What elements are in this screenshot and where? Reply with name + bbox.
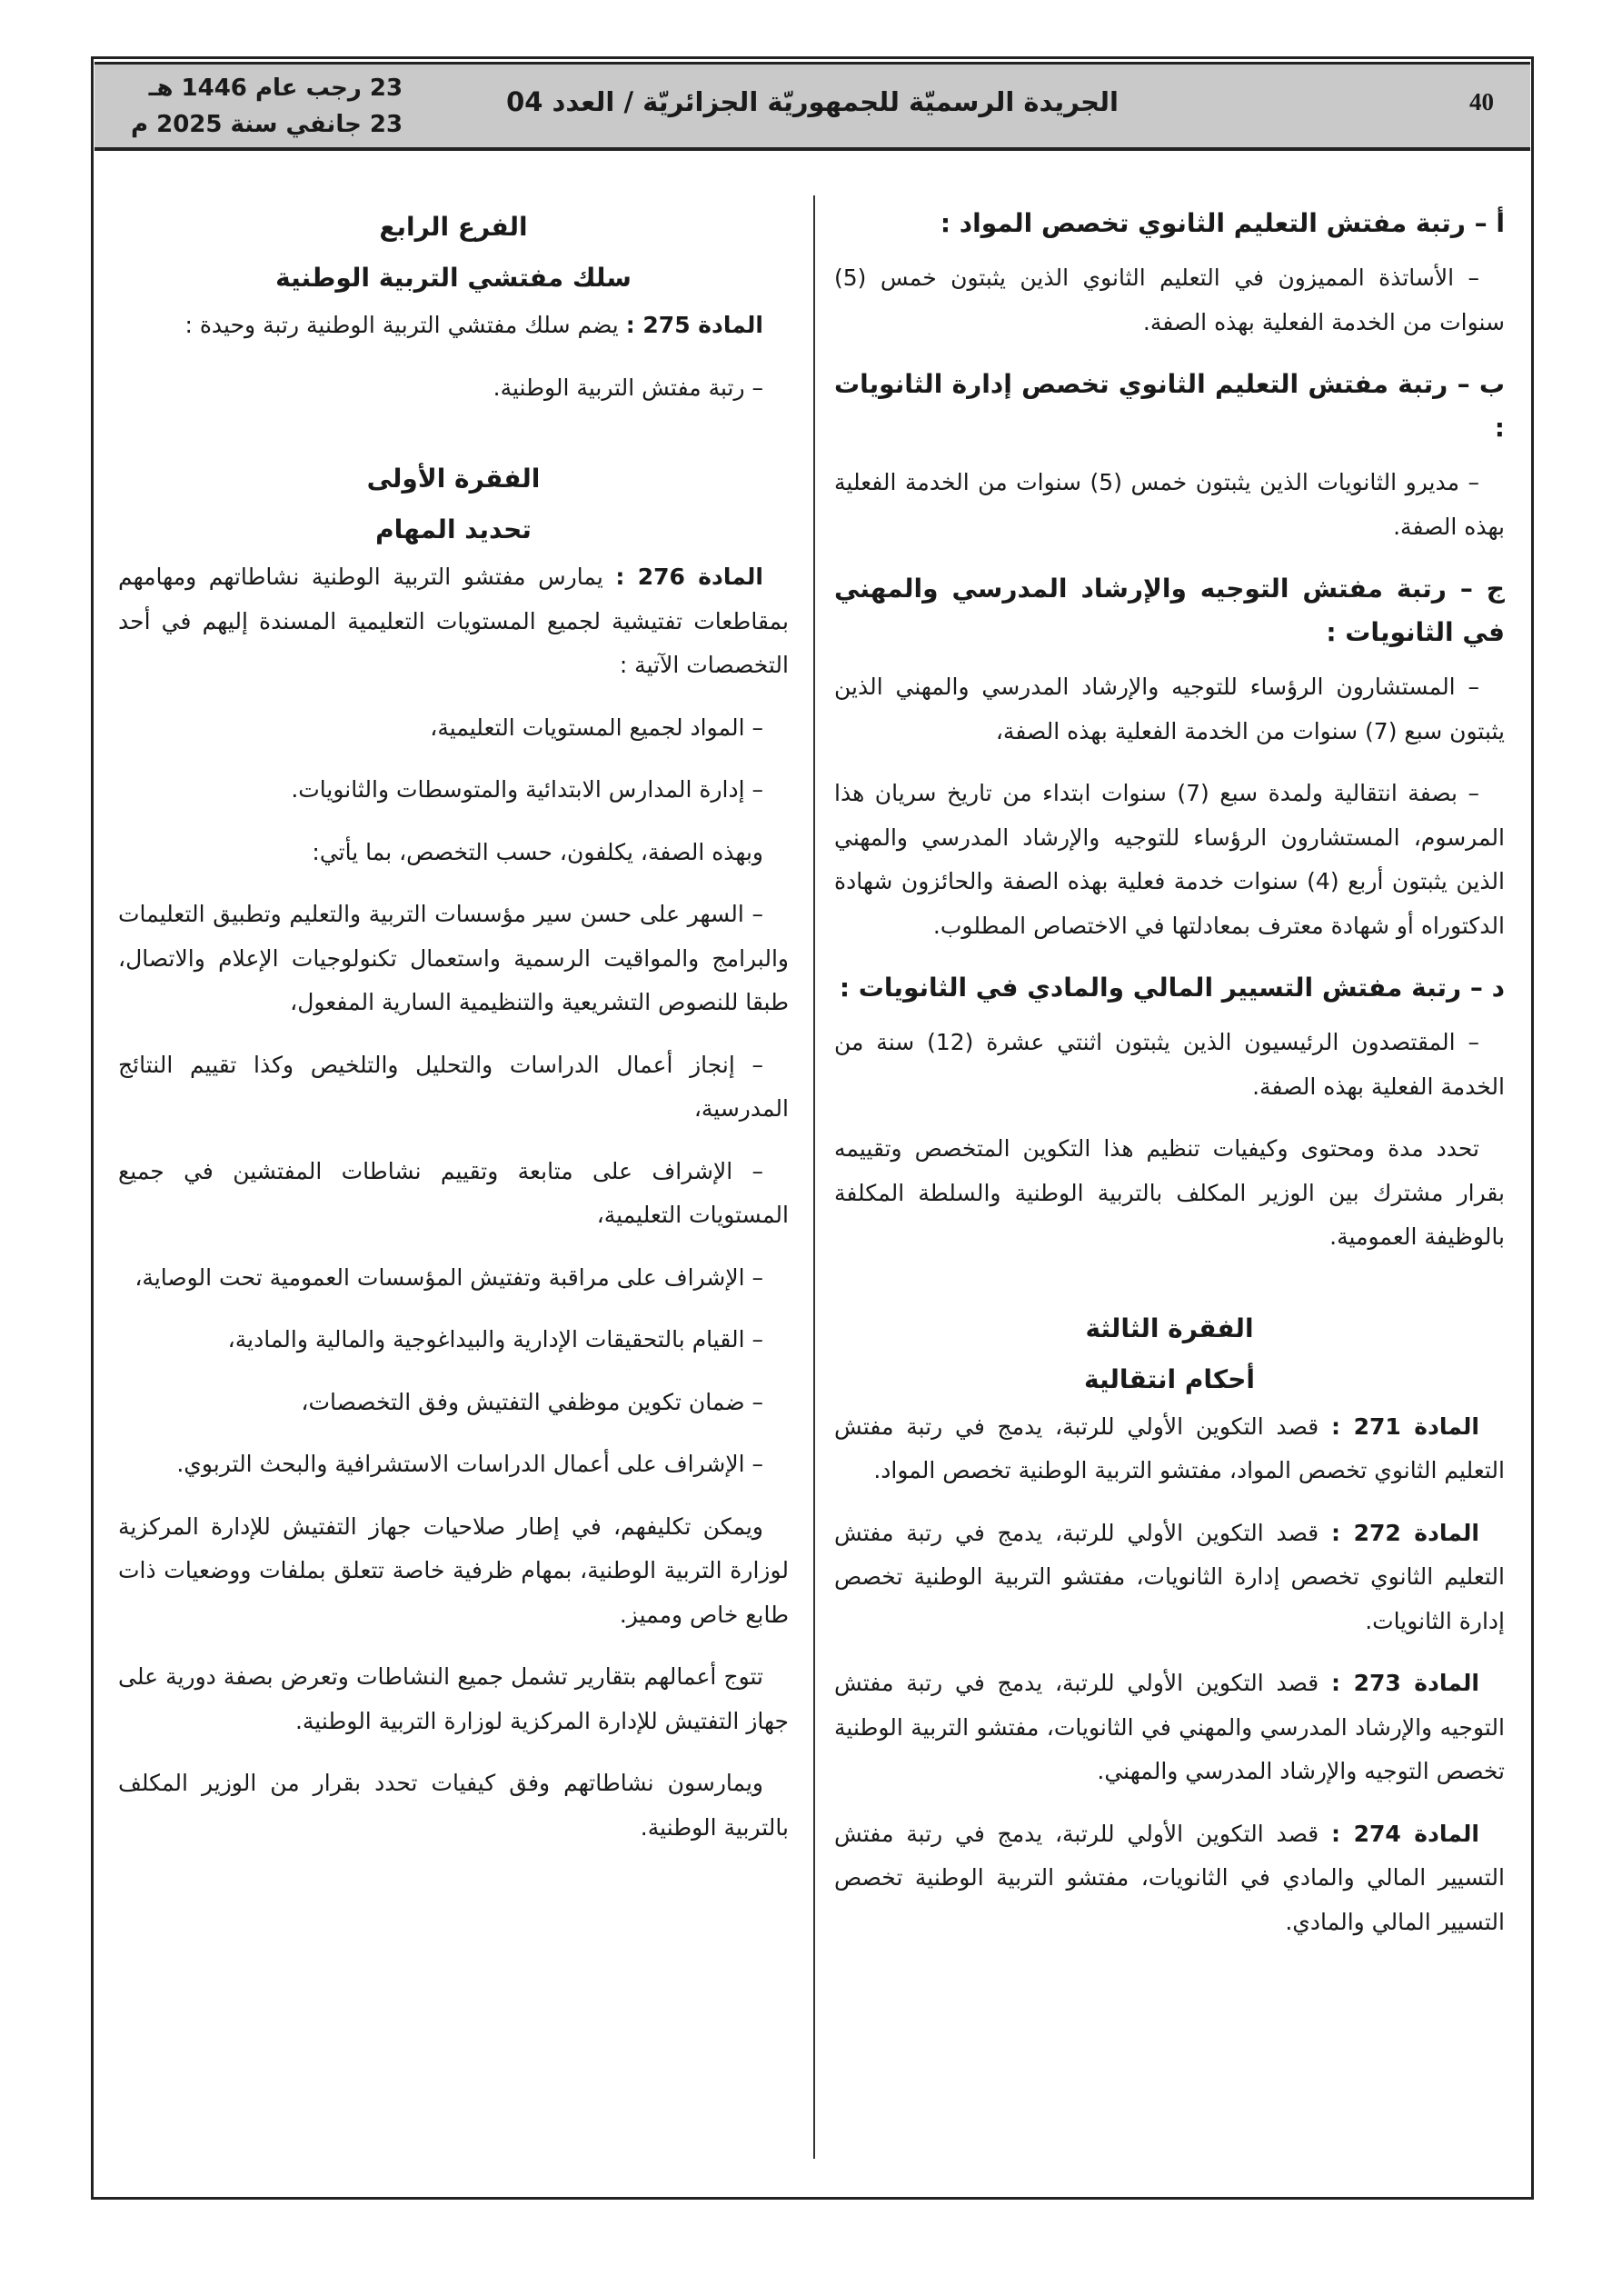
paragraph: – ضمان تكوين موظفي التفتيش وفق التخصصات،: [301, 1388, 763, 1415]
grade-heading: د – رتبة مفتش التسيير المالي والمادي في الثانويات :: [839, 973, 1505, 1003]
paragraph: تحدد مدة ومحتوى وكيفيات تنظيم هذا التكوين المتخصص وتقييمه بقرار مشترك بين الوزير المكلف بالتربية الوطنية والسلطة المكلفة بالوظيفة العمومية.: [834, 1135, 1505, 1250]
paragraph: – المواد لجميع المستويات التعليمية،: [430, 714, 763, 741]
page-header: [95, 62, 1530, 151]
section-heading: الفقرة الأولى: [366, 464, 541, 494]
paragraph: ويمارسون نشاطاتهم وفق كيفيات تحدد بقرار من الوزير المكلف بالتربية الوطنية.: [118, 1770, 789, 1841]
article-label: المادة 274 :: [1331, 1820, 1479, 1847]
article-label: المادة 273 :: [1331, 1670, 1479, 1696]
paragraph: – الإشراف على مراقبة وتفتيش المؤسسات العمومية تحت الوصاية،: [134, 1263, 763, 1291]
article-text: يضم سلك مفتشي التربية الوطنية رتبة وحيدة :: [184, 312, 626, 338]
article-paragraph: [834, 1662, 1505, 1794]
paragraph: – المستشارون الرؤساء للتوجيه والإرشاد المدرسي والمهني الذين يثبتون سبع (7) سنوات من الخدمة الفعلية بهذه الصفة،: [834, 674, 1505, 744]
gazette-title: الجريدة الرسميّة للجمهوريّة الجزائريّة / العدد 04: [506, 86, 1119, 117]
section-heading: تحديد المهام: [375, 514, 532, 544]
article-label: المادة 275 :: [625, 312, 763, 338]
article-label: المادة 272 :: [1331, 1519, 1479, 1546]
paragraph: – إدارة المدارس الابتدائية والمتوسطات والثانويات.: [291, 776, 763, 803]
article-text: قصد التكوين الأولي للرتبة، يدمج في رتبة مفتش التسيير المالي والمادي في الثانويات، مفتشو التربية الوطنية تخصص التسيير المالي والمادي.: [834, 1820, 1505, 1935]
section-heading: أحكام انتقالية: [1084, 1363, 1255, 1394]
issue-date: [131, 70, 403, 143]
section-heading: الفقرة الثالثة: [1085, 1313, 1254, 1343]
paragraph: وبهذه الصفة، يكلفون، حسب التخصص، بما يأتي:: [312, 838, 763, 865]
paragraph: – المقتصدون الرئيسيون الذين يثبتون اثنتي عشرة (12) سنة من الخدمة الفعلية بهذه الصفة.: [834, 1029, 1505, 1100]
right-column: [834, 202, 1505, 1962]
date-hijri: 23 رجب عام 1446 هـ: [148, 75, 403, 102]
article-text: قصد التكوين الأولي للرتبة، يدمج في رتبة مفتش التعليم الثانوي تخصص إدارة الثانويات، مفتشو التربية الوطنية تخصص إدارة الثانويات.: [834, 1519, 1505, 1634]
page-number: 40: [1469, 88, 1494, 115]
paragraph: – الإشراف على متابعة وتقييم نشاطات المفتشين في جميع المستويات التعليمية،: [118, 1157, 789, 1228]
article-label: المادة 276 :: [615, 564, 763, 590]
article-paragraph: [834, 1405, 1505, 1493]
paragraph: – الإشراف على أعمال الدراسات الاستشرافية والبحث التربوي.: [176, 1451, 763, 1477]
article-paragraph: [834, 1512, 1505, 1644]
article-text: قصد التكوين الأولي للرتبة، يدمج في رتبة مفتش التوجيه والإرشاد المدرسي والمهني في الثانويات، مفتشو التربية الوطنية تخصص التوجيه والإرشاد المدرسي والمهني.: [834, 1670, 1505, 1784]
section-heading: سلك مفتشي التربية الوطنية: [275, 263, 632, 293]
grade-heading: ب – رتبة مفتش التعليم الثانوي تخصص إدارة الثانويات :: [834, 369, 1505, 443]
paragraph: – إنجاز أعمال الدراسات والتحليل والتلخيص وكذا تقييم النتائج المدرسية،: [118, 1051, 789, 1122]
article-text: يمارس مفتشو التربية الوطنية نشاطاتهم ومهامهم بمقاطعات تفتيشية لجميع المستويات التعليمية المسندة إليهم في أحد التخصصات الآتية :: [118, 564, 789, 678]
paragraph: – مديرو الثانويات الذين يثبتون خمس (5) سنوات من الخدمة الفعلية بهذه الصفة.: [834, 469, 1505, 540]
article-label: المادة 271 :: [1331, 1413, 1479, 1440]
spacer: [118, 428, 789, 454]
paragraph: ويمكن تكليفهم، في إطار صلاحيات جهاز التفتيش للإدارة المركزية لوزارة التربية الوطنية، بمهام ظرفية خاصة تتعلق بملفات ووضعيات ذات طابع خاص ومميز.: [118, 1512, 789, 1628]
date-gregorian: 23 جانفي سنة 2025 م: [131, 111, 403, 138]
paragraph: – القيام بالتحقيقات الإدارية والبيداغوجية والمالية والمادية،: [227, 1326, 763, 1353]
article-text: قصد التكوين الأولي للرتبة، يدمج في رتبة مفتش التعليم الثانوي تخصص المواد، مفتشو التربية الوطنية تخصص المواد.: [834, 1413, 1505, 1483]
paragraph: – الأساتذة المميزون في التعليم الثانوي الذين يثبتون خمس (5) سنوات من الخدمة الفعلية بهذه الصفة.: [834, 265, 1505, 335]
paragraph: – بصفة انتقالية ولمدة سبع (7) سنوات ابتداء من تاريخ سريان هذا المرسوم، المستشارون الرؤساء للتوجيه والإرشاد المدرسي والمهني الذين يثبتون أربع (4) سنوات خدمة فعلية بهذه الصفة والحائزون شهادة الدكتوراه أو شهادة معترف بمعادلتها في الاختصاص المطلوب.: [834, 780, 1505, 939]
spacer: [834, 1278, 1505, 1303]
grade-heading: ج – رتبة مفتش التوجيه والإرشاد المدرسي والمهني في الثانويات :: [834, 574, 1505, 647]
left-column: [118, 202, 789, 1868]
section-heading: الفرع الرابع: [379, 212, 528, 242]
article-paragraph: [118, 304, 789, 348]
paragraph: تتوج أعمالهم بتقارير تشمل جميع النشاطات وتعرض بصفة دورية على جهاز التفتيش للإدارة المركزية لوزارة التربية الوطنية.: [118, 1663, 789, 1734]
paragraph: – رتبة مفتش التربية الوطنية.: [493, 374, 763, 401]
article-paragraph: [834, 1812, 1505, 1945]
paragraph: – السهر على حسن سير مؤسسات التربية والتعليم وتطبيق التعليمات والبرامج والمواقيت الرسمية واستعمال تكنولوجيات الإعلام والاتصال، طبقا للنصوص التشريعية والتنظيمية السارية المفعول،: [118, 901, 789, 1015]
article-paragraph: [118, 555, 789, 688]
column-divider: [813, 195, 815, 2159]
grade-heading: أ – رتبة مفتش التعليم الثانوي تخصص المواد :: [940, 208, 1505, 238]
